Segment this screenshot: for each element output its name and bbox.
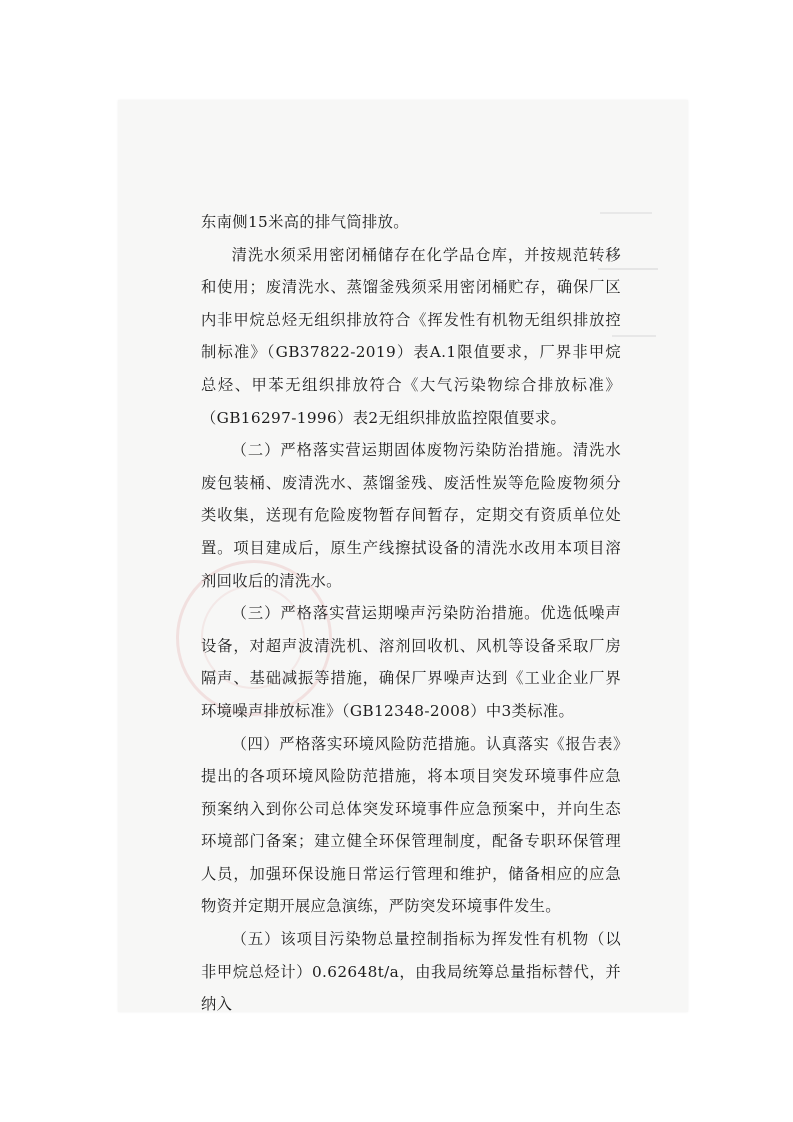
paragraph-exhaust-outlet: 东南侧15米高的排气筒排放。: [201, 213, 409, 231]
document-body: [201, 206, 621, 1021]
paragraph-solid-waste-measures: （二）严格落实营运期固体废物污染防治措施。清洗水废包装桶、废清洗水、蒸馏釜残、废活性炭等危险废物须分类收集，送现有危险废物暂存间暂存，定期交有资质单位处置。项目建成后，原生产线擦拭设备的清洗水改用本项目溶剂回收后的清洗水。: [201, 441, 621, 590]
paragraph-risk-prevention: （四）严格落实环境风险防范措施。认真落实《报告表》提出的各项环境风险防范措施，将本项目突发环境事件应急预案纳入到你公司总体突发环境事件应急预案中，并向生态环境部门备案；建立健全环保管理制度，配备专职环保管理人员，加强环保设施日常运行管理和维护，储备相应的应急物资并定期开展应急演练，严防突发环境事件发生。: [201, 734, 621, 916]
paragraph-cleaning-water-storage: 清洗水须采用密闭桶储存在化学品仓库，并按规范转移和使用；废清洗水、蒸馏釜残须采用密闭桶贮存，确保厂区内非甲烷总烃无组织排放符合《挥发性有机物无组织排放控制标准》（GB37822-2019）表A.1限值要求，厂界非甲烷总烃、甲苯无组织排放符合《大气污染物综合排放标准》（GB16297-1996）表2无组织排放监控限值要求。: [201, 245, 621, 427]
paragraph-total-control-index: （五）该项目污染物总量控制指标为挥发性有机物（以非甲烷总烃计）0.62648t/a，由我局统筹总量指标替代，并纳入: [201, 930, 621, 1014]
paragraph-noise-measures: （三）严格落实营运期噪声污染防治措施。优选低噪声设备，对超声波清洗机、溶剂回收机、风机等设备采取厂房隔声、基础减振等措施，确保厂界噪声达到《工业企业厂界环境噪声排放标准》（GB12348-2008）中3类标准。: [201, 604, 621, 720]
